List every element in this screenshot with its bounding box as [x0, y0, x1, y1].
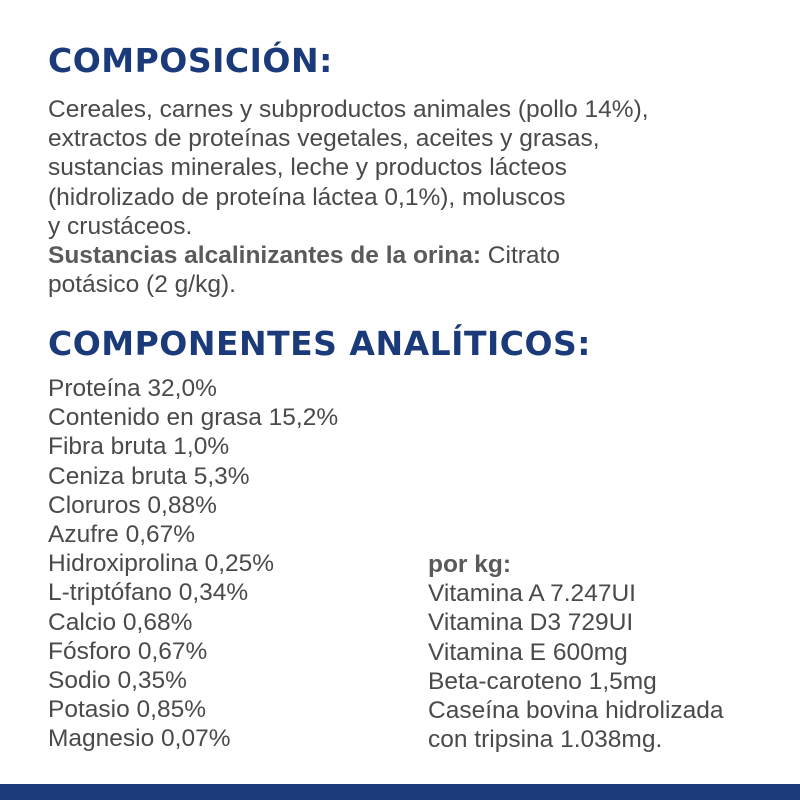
per-kg-item: Vitamina D3 729UI: [428, 609, 634, 637]
composition-line: y crustáceos.: [48, 212, 193, 240]
per-kg-item: Vitamina E 600mg: [428, 638, 628, 666]
per-kg-title: por kg:: [428, 551, 512, 578]
per-kg-item: Beta-caroteno 1,5mg: [428, 667, 657, 695]
analytics-item: Magnesio 0,07%: [48, 725, 231, 753]
analytics-item: Calcio 0,68%: [48, 608, 193, 636]
analytics-item: Hidroxiprolina 0,25%: [48, 550, 275, 578]
analytics-heading: COMPONENTES ANALÍTICOS:: [48, 324, 591, 363]
analytics-item: Ceniza bruta 5,3%: [48, 462, 250, 490]
composition-heading: COMPOSICIÓN:: [48, 41, 333, 80]
analytics-item: Contenido en grasa 15,2%: [48, 404, 339, 432]
analytics-item: Azufre 0,67%: [48, 521, 196, 549]
bottom-brand-bar: [0, 784, 800, 800]
composition-line: Cereales, carnes y subproductos animales (pollo 14%),: [48, 96, 649, 123]
analytics-item: L-triptófano 0,34%: [48, 579, 249, 607]
per-kg-item: con tripsina 1.038mg.: [428, 726, 663, 754]
analytics-item: Fibra bruta 1,0%: [48, 433, 230, 461]
analytics-list: [48, 374, 338, 754]
per-kg-item: Vitamina A 7.247UI: [428, 580, 636, 608]
alkalinizing-value-cont: potásico (2 g/kg).: [48, 271, 236, 299]
analytics-item: Potasio 0,85%: [48, 696, 206, 724]
analytics-item: Proteína 32,0%: [48, 375, 217, 402]
alkalinizing-line: [48, 241, 788, 270]
analytics-item: Sodio 0,35%: [48, 667, 187, 695]
alkalinizing-value: Citrato: [481, 242, 560, 270]
composition-line: extractos de proteínas vegetales, aceites y grasas,: [48, 125, 600, 153]
analytics-item: Fósforo 0,67%: [48, 637, 208, 665]
analytics-item: Cloruros 0,88%: [48, 491, 217, 519]
composition-line: sustancias minerales, leche y productos lácteos: [48, 154, 567, 182]
per-kg-list: [428, 550, 724, 754]
per-kg-item: Caseína bovina hidrolizada: [428, 697, 724, 725]
alkalinizing-label: Sustancias alcalinizantes de la orina:: [48, 242, 481, 270]
composition-text: [48, 95, 788, 299]
composition-line: (hidrolizado de proteína láctea 0,1%), moluscos: [48, 183, 566, 211]
